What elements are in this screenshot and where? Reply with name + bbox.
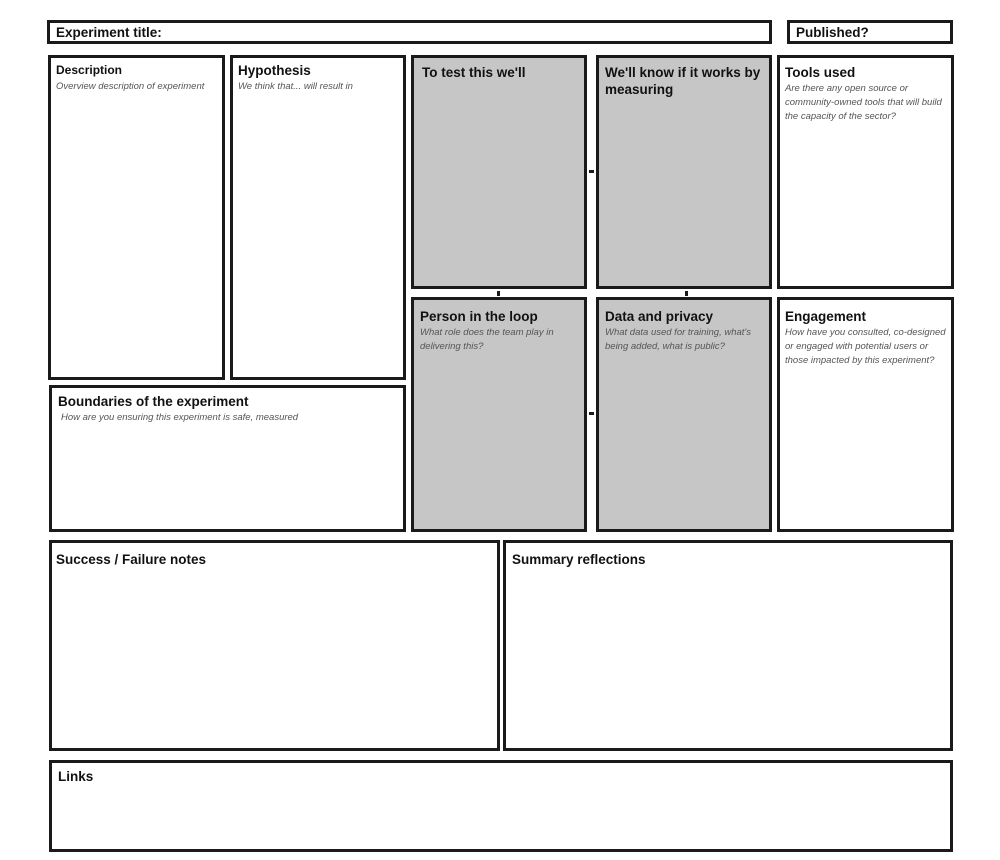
success-failure-title: Success / Failure notes <box>56 552 207 567</box>
description-title: Description <box>56 63 123 77</box>
connector-mark <box>497 291 500 296</box>
measuring-box[interactable] <box>596 55 772 289</box>
hypothesis-title: Hypothesis <box>238 63 311 78</box>
engagement-hint: How have you consulted, co-designed or engaged with potential users or those impacted by this experiment? <box>785 327 946 366</box>
success-failure-box[interactable] <box>49 540 500 751</box>
person-in-loop-title: Person in the loop <box>420 309 538 324</box>
engagement-box[interactable] <box>777 297 954 532</box>
person-in-loop-hint: What role does the team play in delivering this? <box>420 327 554 352</box>
connector-mark <box>685 291 688 296</box>
to-test-box[interactable] <box>411 55 587 289</box>
hypothesis-box[interactable] <box>230 55 406 380</box>
summary-reflections-box[interactable] <box>503 540 953 751</box>
tools-used-box[interactable] <box>777 55 954 289</box>
data-privacy-title: Data and privacy <box>605 309 714 324</box>
description-box[interactable] <box>48 55 225 380</box>
tools-used-hint: Are there any open source or community-owned tools that will build the capacity of the sector? <box>785 83 942 122</box>
published-field[interactable] <box>787 20 953 44</box>
experiment-title-field[interactable] <box>47 20 772 44</box>
summary-reflections-title: Summary reflections <box>512 552 646 567</box>
engagement-title: Engagement <box>785 309 867 324</box>
experiment-title-label: Experiment title: <box>56 25 162 40</box>
boundaries-title: Boundaries of the experiment <box>58 394 249 409</box>
data-privacy-box[interactable] <box>596 297 772 532</box>
links-box[interactable] <box>49 760 953 852</box>
published-label: Published? <box>796 25 869 40</box>
boundaries-hint: How are you ensuring this experiment is safe, measured <box>61 412 299 423</box>
connector-mark <box>589 412 594 415</box>
hypothesis-hint: We think that... will result in <box>238 81 353 92</box>
to-test-title: To test this we'll <box>422 65 526 80</box>
tools-used-title: Tools used <box>785 65 856 80</box>
connector-mark <box>589 170 594 173</box>
data-privacy-hint: What data used for training, what's being added, what is public? <box>605 327 751 352</box>
links-title: Links <box>58 769 94 784</box>
boundaries-box[interactable] <box>49 385 406 532</box>
description-hint: Overview description of experiment <box>56 81 205 92</box>
measuring-title: We'll know if it works by measuring <box>605 65 761 97</box>
person-in-loop-box[interactable] <box>411 297 587 532</box>
